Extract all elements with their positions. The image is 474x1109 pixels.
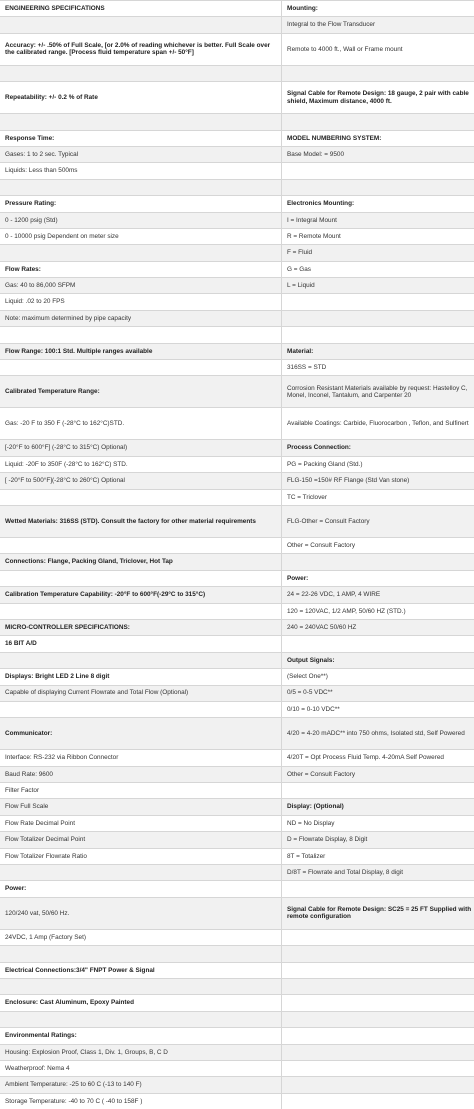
option-text [282, 636, 474, 652]
spec-row [0, 897, 474, 929]
spec-row [0, 82, 474, 114]
spec-row [0, 865, 474, 881]
spec-row [0, 570, 474, 586]
spec-text [0, 946, 282, 962]
spec-heading: Calibration Temperature Capability: -20°F to 600°F(-29°C to 315°C) [0, 587, 282, 603]
option-heading: Signal Cable for Remote Design: 18 gauge, 2 pair with cable shield, Maximum distance, 4000 ft. [282, 82, 474, 114]
option-text: 4/20T = Opt Process Fluid Temp. 4-20mA Self Powered [282, 750, 474, 766]
spec-text [0, 17, 282, 33]
option-text: TC = Triclover [282, 489, 474, 505]
option-text: (Select One**) [282, 669, 474, 685]
spec-text: [ -20°F to 500°F](-28°C to 260°C) Optional [0, 473, 282, 489]
option-text: 120 = 120VAC, 1/2 AMP, 50/60 HZ (STD.) [282, 603, 474, 619]
spec-row [0, 505, 474, 537]
option-text [282, 179, 474, 195]
spec-text [0, 603, 282, 619]
spec-text [0, 114, 282, 130]
option-heading: MODEL NUMBERING SYSTEM: [282, 130, 474, 146]
option-heading: Output Signals: [282, 652, 474, 668]
spec-heading: Connections: Flange, Packing Gland, Triclover, Hot Tap [0, 554, 282, 570]
option-text [282, 1011, 474, 1027]
spec-heading: Flow Range: 100:1 Std. Multiple ranges available [0, 343, 282, 359]
spec-heading: Displays: Bright LED 2 Line 8 digit [0, 669, 282, 685]
spec-text [0, 865, 282, 881]
spec-text: Storage Temperature: -40 to 70 C ( -40 to 158F ) [0, 1093, 282, 1109]
spec-text: Interface: RS-232 via Ribbon Connector [0, 750, 282, 766]
spec-text: 24VDC, 1 Amp (Factory Set) [0, 929, 282, 945]
option-text [282, 310, 474, 326]
option-text: R = Remote Mount [282, 228, 474, 244]
spec-text: Liquid: -20F to 350F (-28°C to 162°C) STD. [0, 456, 282, 472]
option-text: 24 = 22-26 VDC, 1 AMP, 4 WIRE [282, 587, 474, 603]
spec-heading: Response Time: [0, 130, 282, 146]
spec-heading: Repeatability: +/- 0.2 % of Rate [0, 82, 282, 114]
option-text [282, 65, 474, 81]
option-text [282, 881, 474, 897]
spec-row [0, 1077, 474, 1093]
spec-text: Gases: 1 to 2 sec. Typical [0, 146, 282, 162]
option-text: Other = Consult Factory [282, 537, 474, 553]
option-text [282, 163, 474, 179]
option-heading: Mounting: [282, 1, 474, 17]
spec-row [0, 848, 474, 864]
spec-text [0, 327, 282, 343]
spec-row [0, 766, 474, 782]
spec-row [0, 619, 474, 635]
spec-row [0, 196, 474, 212]
spec-row [0, 685, 474, 701]
spec-text [0, 1011, 282, 1027]
spec-row [0, 587, 474, 603]
spec-row [0, 946, 474, 962]
option-text [282, 995, 474, 1011]
spec-row [0, 652, 474, 668]
option-heading: Display: (Optional) [282, 799, 474, 815]
option-text: Remote to 4000 ft., Wall or Frame mount [282, 33, 474, 65]
spec-row [0, 1060, 474, 1076]
spec-row [0, 978, 474, 994]
option-text [282, 1077, 474, 1093]
option-text [282, 1060, 474, 1076]
spec-row [0, 881, 474, 897]
spec-row [0, 750, 474, 766]
spec-text: Weatherproof: Nema 4 [0, 1060, 282, 1076]
spec-row [0, 489, 474, 505]
spec-heading: Calibrated Temperature Range: [0, 376, 282, 408]
option-text: F = Fluid [282, 245, 474, 261]
option-text: 0/10 = 0-10 VDC** [282, 701, 474, 717]
spec-text: [-20°F to 600°F] (-28°C to 315°C) Optional) [0, 440, 282, 456]
spec-row [0, 146, 474, 162]
spec-row [0, 456, 474, 472]
spec-text: Liquid: .02 to 20 FPS [0, 294, 282, 310]
spec-row [0, 17, 474, 33]
spec-text: Flow Rate Decimal Point [0, 815, 282, 831]
spec-row [0, 212, 474, 228]
spec-row [0, 701, 474, 717]
spec-row [0, 278, 474, 294]
spec-heading: Accuracy: +/- .50% of Full Scale, [or 2.0% of reading whichever is better. Full Scale over the calibrated range. [Process fluid temperature span +/- 50°F] [0, 33, 282, 65]
spec-text: 0 - 1200 psig (Std) [0, 212, 282, 228]
spec-heading: Environmental Ratings: [0, 1028, 282, 1044]
option-text: D/8T = Flowrate and Total Display, 8 digit [282, 865, 474, 881]
option-text [282, 554, 474, 570]
spec-text: Flow Totalizer Decimal Point [0, 832, 282, 848]
spec-row [0, 473, 474, 489]
spec-text: 0 - 10000 psig Dependent on meter size [0, 228, 282, 244]
option-text [282, 1044, 474, 1060]
option-text: PG = Packing Gland (Std.) [282, 456, 474, 472]
option-text: Available Coatings: Carbide, Fluorocarbon , Teflon, and Sulfinert [282, 408, 474, 440]
spec-heading: Enclosure: Cast Aluminum, Epoxy Painted [0, 995, 282, 1011]
option-text: Base Model: = 9500 [282, 146, 474, 162]
spec-row [0, 718, 474, 750]
spec-row [0, 376, 474, 408]
spec-row [0, 343, 474, 359]
spec-row [0, 537, 474, 553]
spec-text [0, 65, 282, 81]
spec-row [0, 114, 474, 130]
spec-row [0, 360, 474, 376]
option-heading: Power: [282, 570, 474, 586]
option-text: Other = Consult Factory [282, 766, 474, 782]
spec-row [0, 245, 474, 261]
spec-text: Capable of displaying Current Flowrate and Total Flow (Optional) [0, 685, 282, 701]
spec-row [0, 962, 474, 978]
spec-row [0, 603, 474, 619]
spec-row [0, 261, 474, 277]
spec-heading: Wetted Materials: 316SS (STD). Consult the factory for other material requirements [0, 505, 282, 537]
spec-row [0, 554, 474, 570]
spec-row [0, 1093, 474, 1109]
spec-text [0, 537, 282, 553]
spec-heading: Electrical Connections:3/4" FNPT Power & Signal [0, 962, 282, 978]
spec-row [0, 799, 474, 815]
option-text: FLG-Other = Consult Factory [282, 505, 474, 537]
spec-row [0, 995, 474, 1011]
option-text: 4/20 = 4-20 mADC** into 750 ohms, Isolated std, Self Powered [282, 718, 474, 750]
spec-row [0, 408, 474, 440]
spec-row [0, 294, 474, 310]
spec-text: Ambient Temperature: -25 to 60 C (-13 to 140 F) [0, 1077, 282, 1093]
spec-row [0, 228, 474, 244]
option-text [282, 962, 474, 978]
spec-row [0, 1044, 474, 1060]
spec-row [0, 1, 474, 17]
option-text [282, 783, 474, 799]
option-heading: Process Connection: [282, 440, 474, 456]
option-text: Integral to the Flow Transducer [282, 17, 474, 33]
option-text: FLG-150 =150# RF Flange (Std Van stone) [282, 473, 474, 489]
option-text: D = Flowrate Display, 8 Digit [282, 832, 474, 848]
option-text: G = Gas [282, 261, 474, 277]
spec-text [0, 179, 282, 195]
spec-row [0, 33, 474, 65]
option-text: L = Liquid [282, 278, 474, 294]
option-text: 316SS = STD [282, 360, 474, 376]
option-heading: Material: [282, 343, 474, 359]
spec-text [0, 570, 282, 586]
option-text: 240 = 240VAC 50/60 HZ [282, 619, 474, 635]
option-heading: Signal Cable for Remote Design: SC25 = 25 FT Supplied with remote configuration [282, 897, 474, 929]
spec-text [0, 652, 282, 668]
spec-row [0, 929, 474, 945]
spec-text: Flow Totalizer Flowrate Ratio [0, 848, 282, 864]
spec-heading: Communicator: [0, 718, 282, 750]
spec-text: Filter Factor [0, 783, 282, 799]
spec-row [0, 310, 474, 326]
spec-text: Note: maximum determined by pipe capacity [0, 310, 282, 326]
specifications-table-body [0, 1, 474, 1109]
spec-row [0, 440, 474, 456]
option-text: ND = No Display [282, 815, 474, 831]
option-text [282, 978, 474, 994]
spec-text: Gas: -20 F to 350 F (-28°C to 162°C)STD. [0, 408, 282, 440]
spec-heading: Flow Rates: [0, 261, 282, 277]
spec-text [0, 489, 282, 505]
spec-text: Gas: 40 to 86,000 SFPM [0, 278, 282, 294]
spec-row [0, 1011, 474, 1027]
spec-text: Housing: Explosion Proof, Class 1, Div. 1, Groups, B, C D [0, 1044, 282, 1060]
spec-row [0, 179, 474, 195]
option-text [282, 114, 474, 130]
option-text [282, 294, 474, 310]
spec-row [0, 327, 474, 343]
option-text: 8T = Totalizer [282, 848, 474, 864]
spec-text [0, 245, 282, 261]
spec-heading: ENGINEERING SPECIFICATIONS [0, 1, 282, 17]
spec-text: Liquids: Less than 500ms [0, 163, 282, 179]
spec-text: 120/240 vat, 50/60 Hz. [0, 897, 282, 929]
spec-heading: MICRO-CONTROLLER SPECIFICATIONS: [0, 619, 282, 635]
spec-text: Flow Full Scale [0, 799, 282, 815]
spec-heading: Power: [0, 881, 282, 897]
spec-row [0, 815, 474, 831]
spec-text [0, 360, 282, 376]
spec-row [0, 65, 474, 81]
spec-row [0, 130, 474, 146]
option-text: Corrosion Resistant Materials available by request: Hastelloy C, Monel, Inconel, Tantalum, and Carpenter 20 [282, 376, 474, 408]
spec-text [0, 978, 282, 994]
option-text [282, 1093, 474, 1109]
spec-heading: 16 BIT A/D [0, 636, 282, 652]
spec-text: Baud Rate: 9600 [0, 766, 282, 782]
spec-row [0, 832, 474, 848]
option-text [282, 946, 474, 962]
option-text [282, 1028, 474, 1044]
spec-text [0, 701, 282, 717]
option-heading: Electronics Mounting: [282, 196, 474, 212]
option-text: 0/5 = 0-5 VDC** [282, 685, 474, 701]
option-text [282, 327, 474, 343]
option-text: I = Integral Mount [282, 212, 474, 228]
spec-heading: Pressure Rating: [0, 196, 282, 212]
spec-row [0, 783, 474, 799]
spec-row [0, 669, 474, 685]
option-text [282, 929, 474, 945]
spec-row [0, 163, 474, 179]
spec-row [0, 1028, 474, 1044]
spec-row [0, 636, 474, 652]
